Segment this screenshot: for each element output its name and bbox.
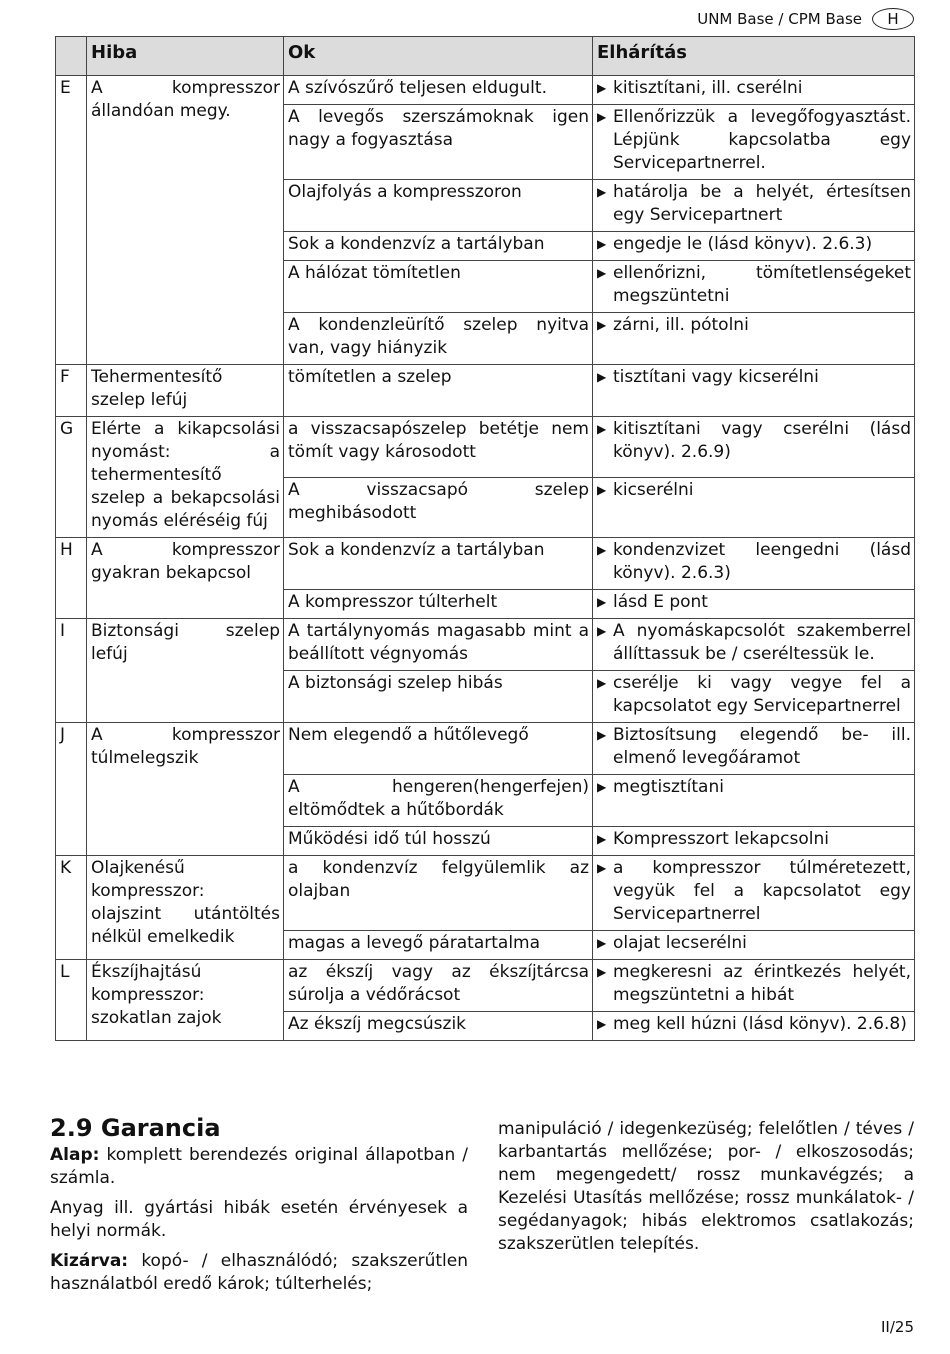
fault-cause: tömítetlen a szelep — [284, 365, 593, 417]
arrow-bullet-icon: ▶ — [597, 543, 607, 557]
fault-description: A kompresszor túlmelegszik — [87, 723, 284, 856]
fault-cause: A szívószűrő teljesen eldugult. — [284, 76, 593, 105]
fault-description: Elérte a kikapcsolási nyomást: a tehermentesítő szelep a bekapcsolási nyomás eléréséig fúj — [87, 417, 284, 538]
fault-remedy — [593, 619, 915, 671]
fault-cause: Működési idő túl hosszú — [284, 827, 593, 856]
fault-cause: a visszacsapószelep betétje nem tömít vagy károsodott — [284, 417, 593, 478]
remedy-text: megkeresni az érintkezés helyét, megszüntetni a hibát — [613, 962, 911, 1005]
fault-cause: az ékszíj vagy az ékszíjtárcsa súrolja a védőrácsot — [284, 960, 593, 1012]
arrow-bullet-icon: ▶ — [597, 861, 607, 875]
fault-code: L — [56, 960, 87, 1041]
remedy-text: cserélje ki vagy vegye fel a kapcsolatot egy Servicepartnerrel — [613, 673, 911, 716]
fault-code: K — [56, 856, 87, 960]
fault-description: Olajkenésű kompresszor: olajszint utántöltés nélkül emelkedik — [87, 856, 284, 960]
warranty-basis — [50, 1144, 468, 1190]
basis-text: komplett berendezés original állapotban / számla. — [50, 1145, 468, 1188]
remedy-text: Ellenőrizzük a levegőfogyasztást. Lépjünk kapcsolatba egy Servicepartnerrel. — [613, 107, 911, 173]
troubleshooting-table — [55, 36, 915, 1041]
fault-description: Biztonsági szelep lefúj — [87, 619, 284, 723]
fault-code: E — [56, 76, 87, 365]
fault-description: Tehermentesítő szelep lefúj — [87, 365, 284, 417]
table-row — [56, 960, 915, 1012]
remedy-text: kitisztítani, ill. cserélni — [613, 78, 803, 98]
arrow-bullet-icon: ▶ — [597, 595, 607, 609]
warranty-norms: Anyag ill. gyártási hibák esetén érvényesek a helyi normák. — [50, 1198, 468, 1241]
remedy-text: kitisztítani vagy cserélni (lásd könyv). 2.6.9) — [613, 419, 911, 462]
fault-remedy — [593, 232, 915, 261]
header-code — [56, 37, 87, 76]
arrow-bullet-icon: ▶ — [597, 676, 607, 690]
remedy-text: ellenőrizni, tömítetlenségeket megszüntetni — [613, 263, 911, 306]
fault-remedy — [593, 960, 915, 1012]
arrow-bullet-icon: ▶ — [597, 110, 607, 124]
arrow-bullet-icon: ▶ — [597, 185, 607, 199]
arrow-bullet-icon: ▶ — [597, 422, 607, 436]
fault-remedy — [593, 365, 915, 417]
fault-code: H — [56, 538, 87, 619]
fault-cause: Sok a kondenzvíz a tartályban — [284, 232, 593, 261]
remedy-text: a kompresszor túlméretezett, vegyük fel a kapcsolatot egy Servicepartnerrel — [613, 858, 911, 924]
header-hiba: Hiba — [87, 37, 284, 76]
fault-cause: A kompresszor túlterhelt — [284, 590, 593, 619]
document-title: UNM Base / CPM Base — [697, 10, 862, 28]
basis-label: Alap: — [50, 1145, 100, 1165]
fault-remedy — [593, 313, 915, 365]
arrow-bullet-icon: ▶ — [597, 482, 607, 497]
fault-remedy — [593, 590, 915, 619]
fault-remedy — [593, 76, 915, 105]
warranty-exclusions-continued: manipuláció / idegenkezüség; felelőtlen / téves / karbantartás mellőzése; por- / elkoszosodás; nem megengedett/ rossz munkavégzés; a Kezelési Utasítás mellőzése; rossz munkálatok- / segédanyagok; hibás elektromos csatlakozás; szakszerütlen telepítés. — [498, 1119, 914, 1254]
fault-remedy — [593, 1012, 915, 1041]
arrow-bullet-icon: ▶ — [597, 965, 607, 979]
header-elharitas: Elhárítás — [593, 37, 915, 76]
fault-cause: Az ékszíj megcsúszik — [284, 1012, 593, 1041]
remedy-text: Kompresszort lekapcsolni — [613, 829, 829, 849]
arrow-bullet-icon: ▶ — [597, 624, 607, 638]
fault-remedy — [593, 931, 915, 960]
arrow-bullet-icon: ▶ — [597, 1017, 607, 1031]
fault-code: I — [56, 619, 87, 723]
remedy-text: zárni, ill. pótolni — [613, 315, 749, 335]
table-row — [56, 856, 915, 931]
header-ok: Ok — [284, 37, 593, 76]
language-badge: H — [872, 8, 914, 30]
fault-remedy — [593, 261, 915, 313]
table-row — [56, 619, 915, 671]
fault-cause: A hengeren(hengerfejen) eltömődtek a hűtőbordák — [284, 775, 593, 827]
fault-code: F — [56, 365, 87, 417]
remedy-text: kondenzvizet leengedni (lásd könyv). 2.6.3) — [613, 540, 911, 583]
arrow-bullet-icon: ▶ — [597, 936, 607, 950]
arrow-bullet-icon: ▶ — [597, 318, 607, 332]
fault-remedy — [593, 775, 915, 827]
arrow-bullet-icon: ▶ — [597, 266, 607, 280]
table-body — [56, 76, 915, 1041]
fault-cause: A visszacsapó szelep meghibásodott — [284, 477, 593, 538]
remedy-text: olajat lecserélni — [613, 933, 747, 953]
warranty-exclusions — [50, 1250, 468, 1296]
arrow-bullet-icon: ▶ — [597, 81, 607, 95]
fault-remedy — [593, 827, 915, 856]
fault-cause: Nem elegendő a hűtőlevegő — [284, 723, 593, 775]
remedy-text: lásd E pont — [613, 592, 708, 612]
table-row — [56, 417, 915, 478]
fault-code: G — [56, 417, 87, 538]
arrow-bullet-icon: ▶ — [597, 370, 607, 384]
fault-description: A kompresszor gyakran bekapcsol — [87, 538, 284, 619]
fault-cause: A tartálynyomás magasabb mint a beállított végnyomás — [284, 619, 593, 671]
fault-cause: A hálózat tömítetlen — [284, 261, 593, 313]
fault-description: A kompresszor állandóan megy. — [87, 76, 284, 365]
remedy-text: kicserélni — [613, 479, 694, 500]
page-number: II/25 — [881, 1318, 914, 1336]
fault-cause: Sok a kondenzvíz a tartályban — [284, 538, 593, 590]
fault-remedy — [593, 723, 915, 775]
arrow-bullet-icon: ▶ — [597, 728, 607, 742]
fault-description: Ékszíjhajtású kompresszor: szokatlan zajok — [87, 960, 284, 1041]
table-row — [56, 76, 915, 105]
remedy-text: tisztítani vagy kicserélni — [613, 367, 819, 387]
fault-remedy — [593, 538, 915, 590]
fault-remedy — [593, 477, 915, 538]
remedy-text: A nyomáskapcsolót szakemberrel állíttassuk be / cseréltessük le. — [613, 621, 911, 664]
table-row — [56, 723, 915, 775]
section-heading: 2.9 Garancia — [50, 1114, 221, 1142]
arrow-bullet-icon: ▶ — [597, 832, 607, 846]
arrow-bullet-icon: ▶ — [597, 780, 607, 794]
arrow-bullet-icon: ▶ — [597, 237, 607, 251]
remedy-text: meg kell húzni (lásd könyv). 2.6.8) — [613, 1014, 907, 1034]
remedy-text: határolja be a helyét, értesítsen egy Servicepartnert — [613, 182, 911, 225]
fault-code: J — [56, 723, 87, 856]
remedy-text: Biztosítsung elegendő be- ill. elmenő levegőáramot — [613, 725, 911, 768]
page-header — [697, 8, 914, 30]
remedy-text: megtisztítani — [613, 777, 724, 797]
fault-cause: A biztonsági szelep hibás — [284, 671, 593, 723]
table-row — [56, 365, 915, 417]
warranty-section — [50, 1112, 468, 1303]
fault-cause: Olajfolyás a kompresszoron — [284, 180, 593, 232]
fault-cause: A kondenzleürítő szelep nyitva van, vagy hiányzik — [284, 313, 593, 365]
fault-cause: magas a levegő páratartalma — [284, 931, 593, 960]
fault-remedy — [593, 180, 915, 232]
fault-remedy — [593, 856, 915, 931]
fault-cause: A levegős szerszámoknak igen nagy a fogyasztása — [284, 105, 593, 180]
exclusions-text: kopó- / elhasználódó; szakszerűtlen használatból eredő károk; túlterhelés; — [50, 1251, 468, 1294]
fault-remedy — [593, 105, 915, 180]
remedy-text: engedje le (lásd könyv). 2.6.3) — [613, 234, 873, 254]
exclusions-label: Kizárva: — [50, 1251, 129, 1271]
fault-remedy — [593, 671, 915, 723]
table-row — [56, 538, 915, 590]
fault-remedy — [593, 417, 915, 478]
table-header-row — [56, 37, 915, 76]
fault-cause: a kondenzvíz felgyülemlik az olajban — [284, 856, 593, 931]
